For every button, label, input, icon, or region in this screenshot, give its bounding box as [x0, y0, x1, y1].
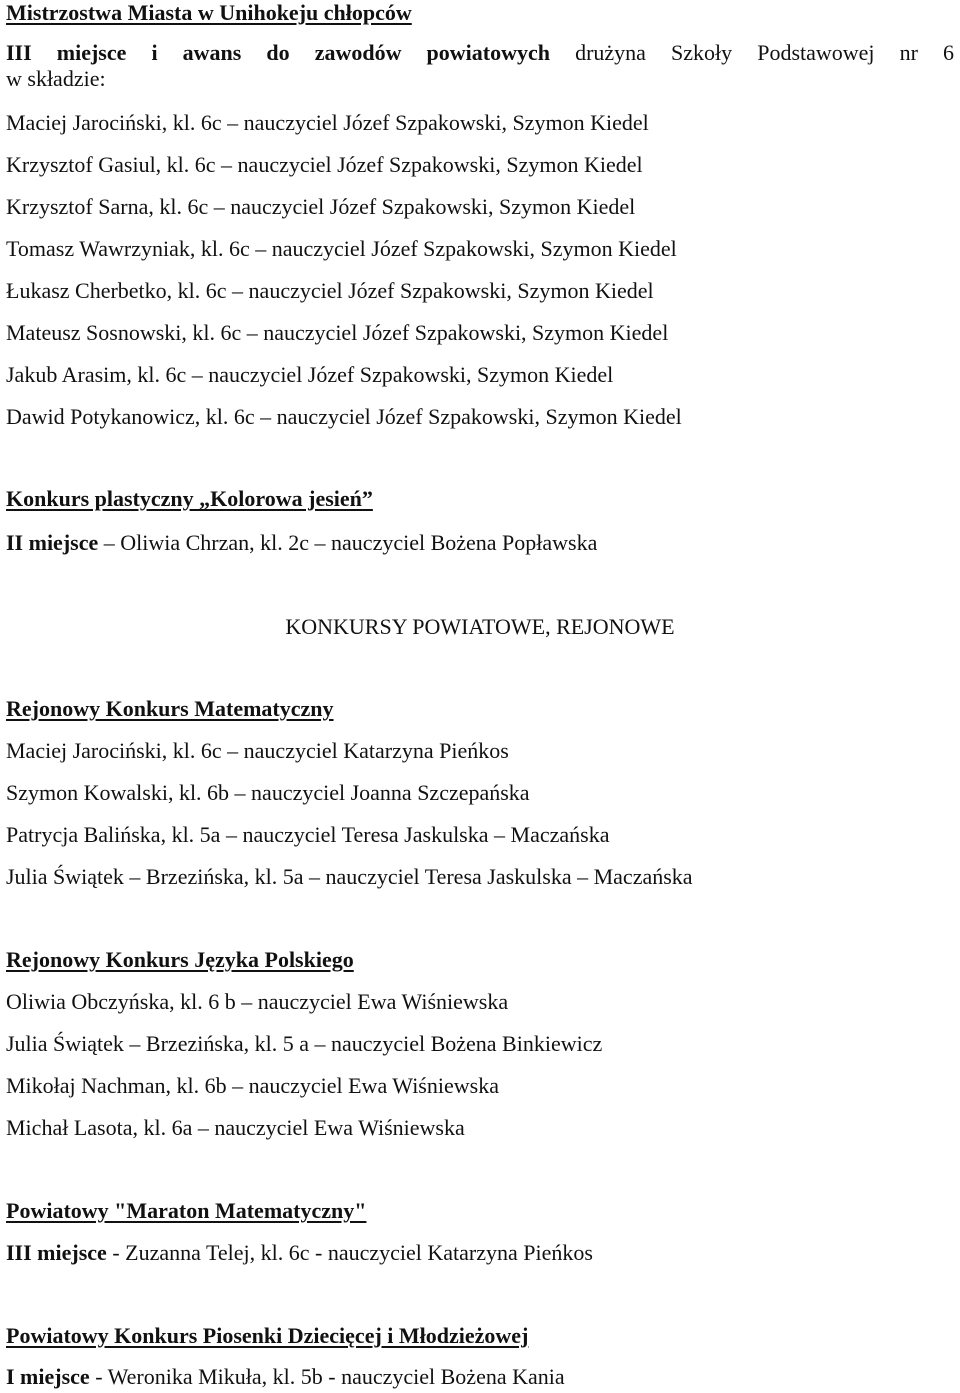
list-item: Michał Lasota, kl. 6a – nauczyciel Ewa Wiśniewska [6, 1115, 465, 1140]
list-item: Łukasz Cherbetko, kl. 6c – nauczyciel Józef Szpakowski, Szymon Kiedel [6, 278, 654, 303]
award-label: III miejsce i awans do zawodów powiatowych [6, 40, 551, 65]
list-item: Patrycja Balińska, kl. 5a – nauczyciel Teresa Jaskulska – Maczańska [6, 822, 610, 847]
list-item: Mateusz Sosnowski, kl. 6c – nauczyciel Józef Szpakowski, Szymon Kiedel [6, 320, 669, 345]
section-title-piosenka: Powiatowy Konkurs Piosenki Dziecięcej i Młodzieżowej [6, 1323, 529, 1348]
section-title-unihokej: Mistrzostwa Miasta w Unihokeju chłopców [6, 0, 412, 25]
section-title-maraton: Powiatowy "Maraton Matematyczny" [6, 1198, 367, 1223]
intro-rest: drużyna Szkoły Podstawowej nr 6 [550, 40, 955, 65]
list-item: Tomasz Wawrzyniak, kl. 6c – nauczyciel Józef Szpakowski, Szymon Kiedel [6, 236, 677, 261]
list-item: Dawid Potykanowicz, kl. 6c – nauczyciel Józef Szpakowski, Szymon Kiedel [6, 404, 682, 429]
page-subheading: KONKURSY POWIATOWE, REJONOWE [285, 614, 675, 639]
list-item [6, 1364, 565, 1390]
list-item: Szymon Kowalski, kl. 6b – nauczyciel Joanna Szczepańska [6, 780, 530, 805]
list-item [6, 1240, 593, 1266]
section-intro-line2: w składzie: [6, 66, 106, 91]
entry-rest: - Zuzanna Telej, kl. 6c - nauczyciel Katarzyna Pieńkos [106, 1240, 593, 1265]
list-item [6, 530, 597, 556]
award-label: II miejsce [6, 530, 99, 555]
list-item: Jakub Arasim, kl. 6c – nauczyciel Józef Szpakowski, Szymon Kiedel [6, 362, 614, 387]
section-intro-line [6, 40, 954, 66]
award-label: III miejsce [6, 1240, 107, 1265]
section-title-matematyczny: Rejonowy Konkurs Matematyczny [6, 696, 334, 721]
list-item: Krzysztof Gasiul, kl. 6c – nauczyciel Józef Szpakowski, Szymon Kiedel [6, 152, 643, 177]
list-item: Oliwia Obczyńska, kl. 6 b – nauczyciel Ewa Wiśniewska [6, 989, 509, 1014]
entry-rest: – Oliwia Chrzan, kl. 2c – nauczyciel Bożena Popławska [98, 530, 598, 555]
entry-rest: - Weronika Mikuła, kl. 5b - nauczyciel Bożena Kania [89, 1364, 565, 1389]
list-item: Julia Świątek – Brzezińska, kl. 5 a – nauczyciel Bożena Binkiewicz [6, 1031, 603, 1056]
list-item: Maciej Jarociński, kl. 6c – nauczyciel Katarzyna Pieńkos [6, 738, 509, 763]
list-item: Mikołaj Nachman, kl. 6b – nauczyciel Ewa Wiśniewska [6, 1073, 499, 1098]
award-label: I miejsce [6, 1364, 90, 1389]
list-item: Krzysztof Sarna, kl. 6c – nauczyciel Józef Szpakowski, Szymon Kiedel [6, 194, 636, 219]
section-title-plastyczny: Konkurs plastyczny „Kolorowa jesień” [6, 486, 373, 511]
list-item: Maciej Jarociński, kl. 6c – nauczyciel Józef Szpakowski, Szymon Kiedel [6, 110, 649, 135]
section-title-jezyk-polski: Rejonowy Konkurs Języka Polskiego [6, 947, 354, 972]
list-item: Julia Świątek – Brzezińska, kl. 5a – nauczyciel Teresa Jaskulska – Maczańska [6, 864, 693, 889]
